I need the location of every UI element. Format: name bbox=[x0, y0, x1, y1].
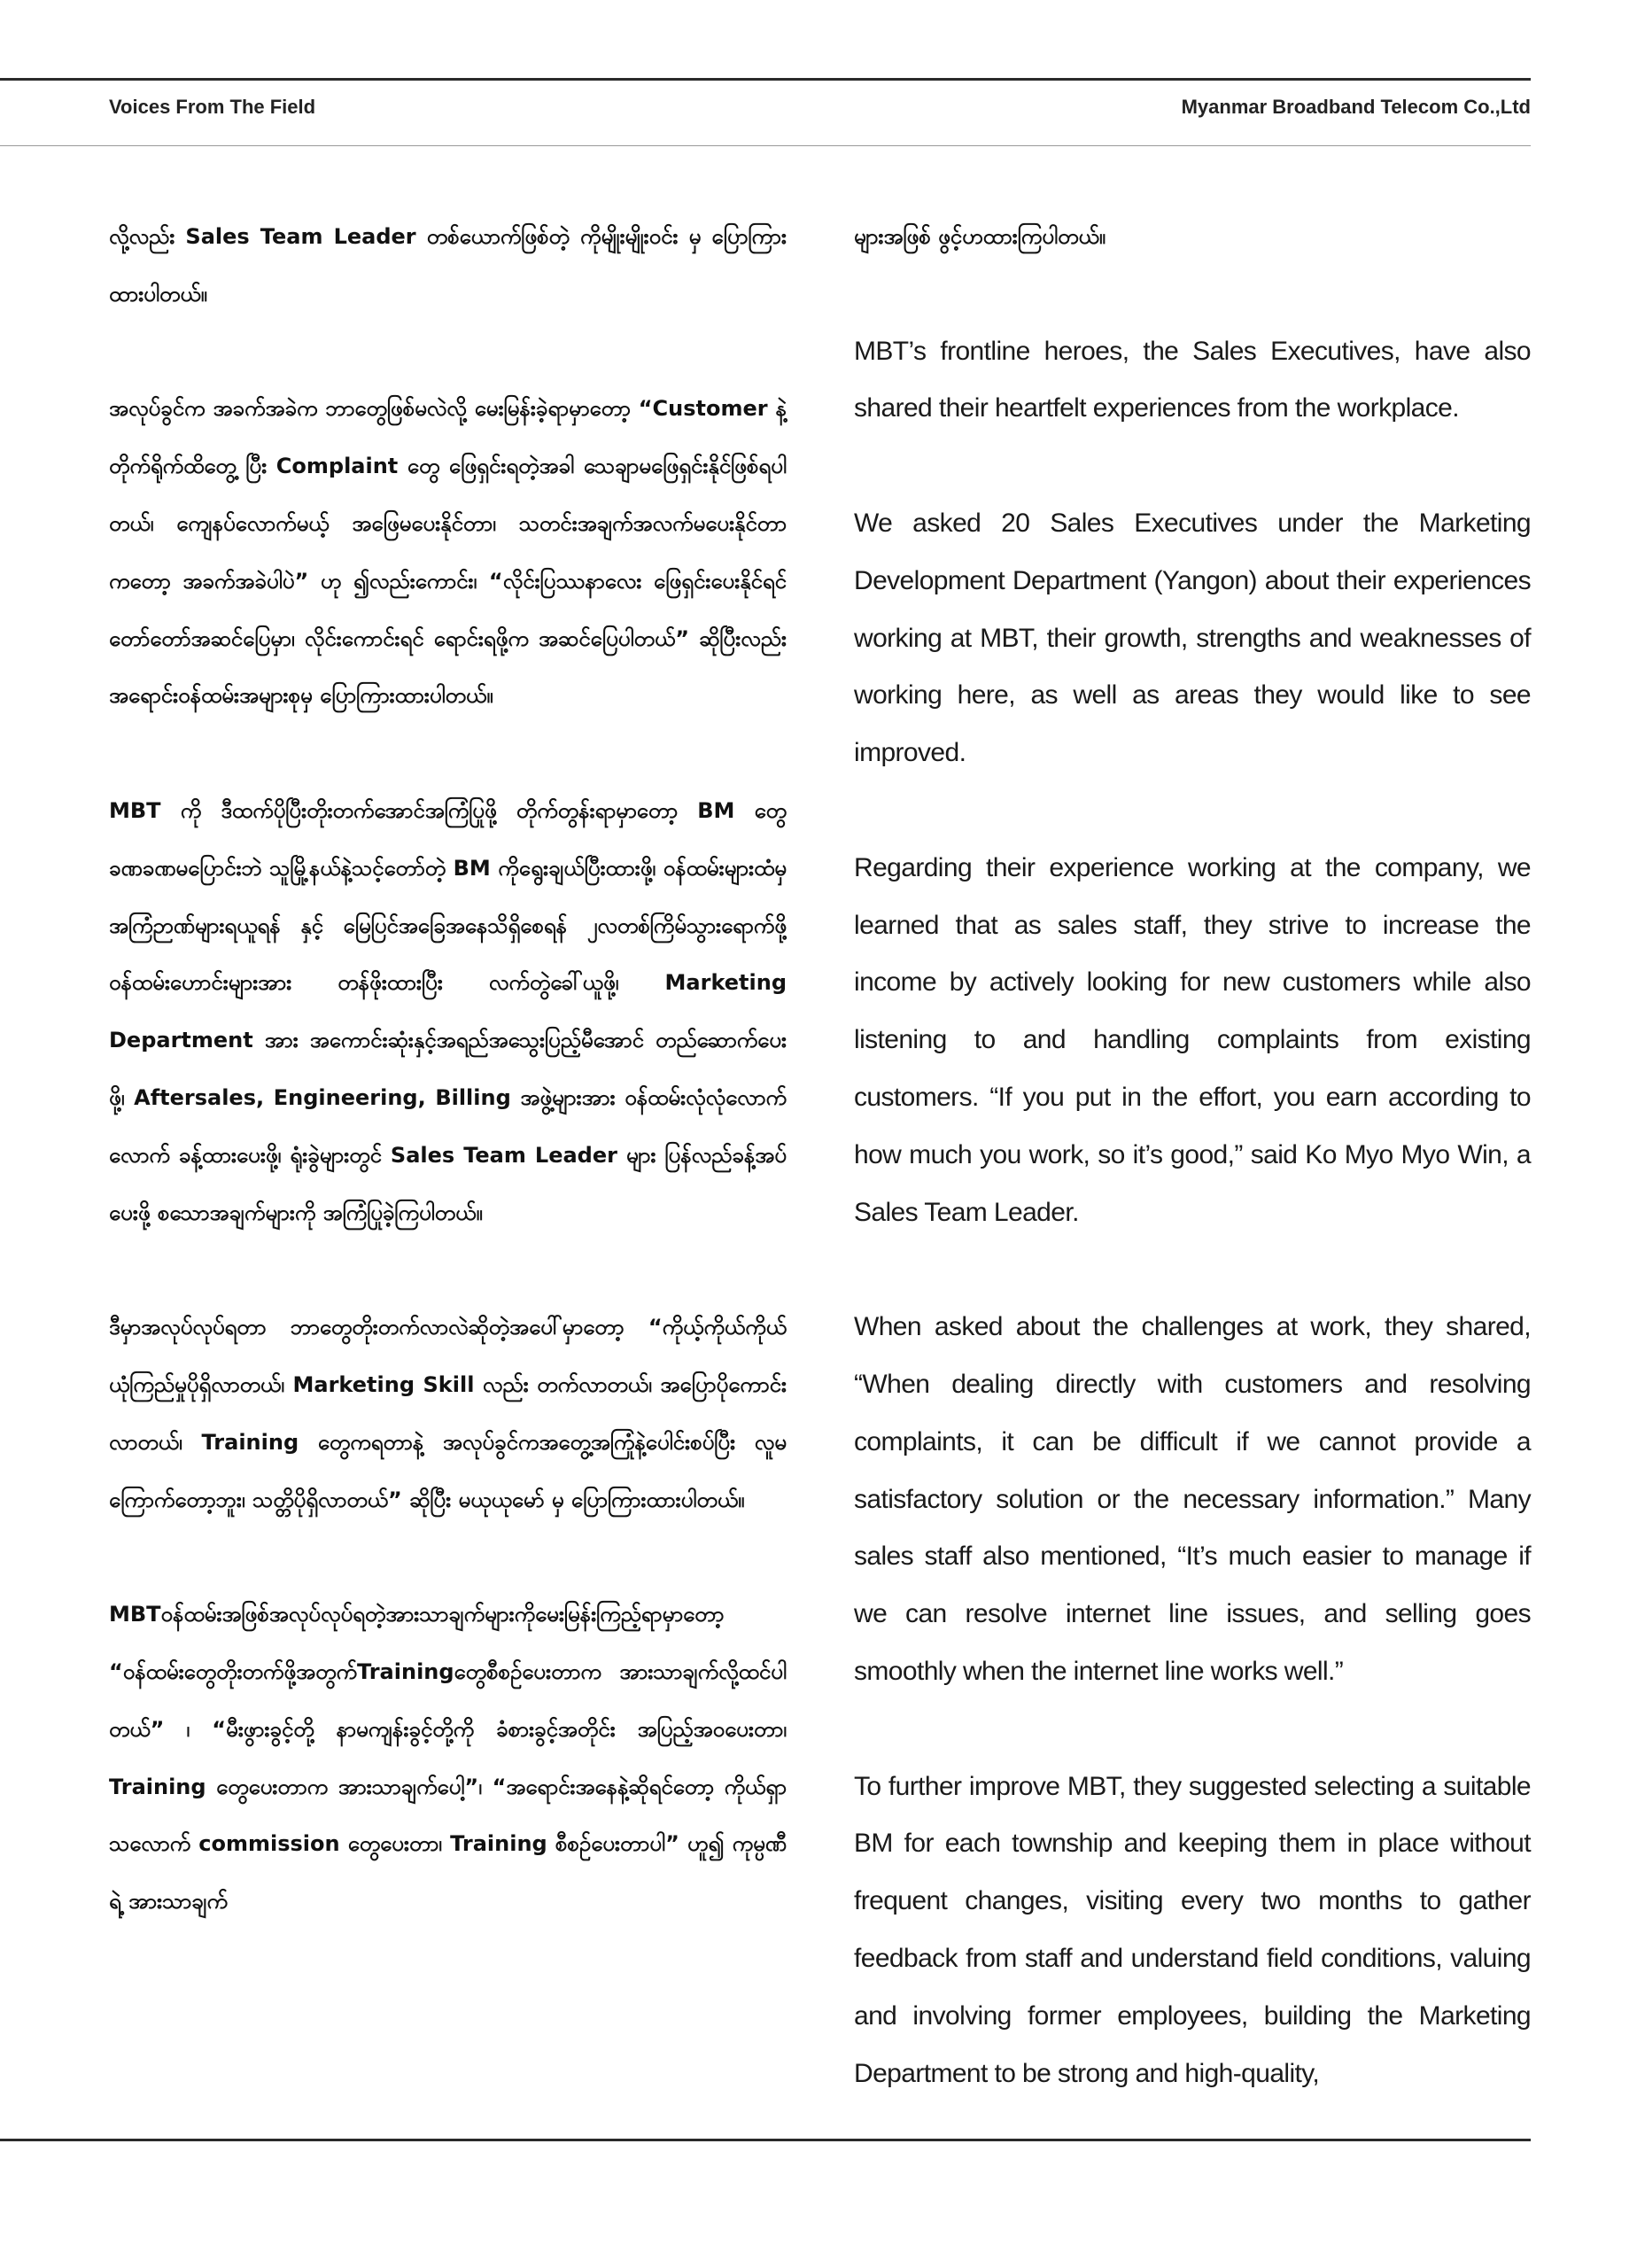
right-column-english bbox=[854, 208, 1531, 2102]
en-paragraph-4: When asked about the challenges at work, they shared, “When dealing directly with customers and resolving complaints, it can be difficult if we cannot provide a satisfactory solution or the necessary information.” Many sales staff also mentioned, “It’s much easier to manage if we can resolve internet line issues, and selling goes smoothly when the internet line works well.” bbox=[854, 1312, 1531, 1686]
mm-paragraph-5: MBTဝန်ထမ်းအဖြစ်အလုပ်လုပ်ရတဲ့အားသာချက်များကိုမေးမြန်းကြည့်ရာမှာတော့ “ဝန်ထမ်းတွေတိုးတက်ဖို့အတွက်Trainingတွေစီစဉ်ပေးတာက အားသာချက်လို့ထင်ပါတယ်” ၊ “မီးဖွားခွင့်တို့ နာမကျန်းခွင့်တို့ကို ခံစားခွင့်အတိုင်း အပြည့်အဝပေးတာ၊ Training တွေပေးတာက အားသာချက်ပေါ့”၊ “အရောင်းအနေနဲ့ဆိုရင်တော့ ကိုယ်ရှာသလောက် commission တွေပေးတာ၊ Training စီစဉ်ပေးတာပါ” ဟူ၍ ကုမ္ပဏီရဲ့ အားသာချက် bbox=[109, 1602, 787, 1915]
footer-rule bbox=[0, 2139, 1531, 2141]
mm-paragraph-3: MBT ကို ဒီထက်ပိုပြီးတိုးတက်အောင်အကြံပြုဖို့ တိုက်တွန်းရာမှာတော့ BM တွေခဏခဏမပြောင်းဘဲ သူမြို့နယ်နဲ့သင့်တော်တဲ့ BM ကိုရွေးချယ်ပြီးထားဖို့၊ ဝန်ထမ်းများထံမှ အကြံဉာဏ်များရယူရန် နှင့် မြေပြင်အခြေအနေသိရှိစေရန် ၂လတစ်ကြိမ်သွားရောက်ဖို့ ဝန်ထမ်းဟောင်းများအား တန်ဖိုးထားပြီး လက်တွဲခေါ်ယူဖို့၊ Marketing Department အား အကောင်းဆုံးနှင့်အရည်အသွေးပြည့်မီအောင် တည်ဆောက်ပေးဖို့၊ Aftersales, Engineering, Billing အဖွဲ့များအား ဝန်ထမ်းလုံလုံလောက်လောက် ခန့်ထားပေးဖို့၊ ရုံးခွဲများတွင် Sales Team Leader များ ပြန်လည်ခန့်အပ်ပေးဖို့ စသောအချက်များကို အကြံပြုခဲ့ကြပါတယ်။ bbox=[109, 797, 787, 1225]
mm-continuation: များအဖြစ် ဖွင့်ဟထားကြပါတယ်။ bbox=[854, 224, 1106, 249]
running-header-title: Voices From The Field bbox=[109, 96, 316, 118]
mm-paragraph-2: အလုပ်ခွင်က အခက်အခဲက ဘာတွေဖြစ်မလဲလို့ မေးမြန်းခဲ့ရာမှာတော့ “Customer နဲ့ တိုက်ရိုက်ထိတွေ့ ပြီး Complaint တွေ ဖြေရှင်းရတဲ့အခါ သေချာမဖြေရှင်းနိုင်ဖြစ်ရပါတယ်၊ ကျေနပ်လောက်မယ့် အဖြေမပေးနိုင်တာ၊ သတင်းအချက်အလက်မပေးနိုင်တာကတော့ အခက်အခဲပါပဲ” ဟု ၍လည်းကောင်း၊ “လိုင်းပြဿနာလေး ဖြေရှင်းပေးနိုင်ရင် တော်တော်အဆင်ပြေမှာ၊ လိုင်းကောင်းရင် ရောင်းရဖို့က အဆင်ပြေပါတယ်” ဆိုပြီးလည်း အရောင်းဝန်ထမ်းအများစုမှ ပြောကြားထားပါတယ်။ bbox=[109, 396, 787, 709]
en-paragraph-1: MBT’s frontline heroes, the Sales Executives, have also shared their heartfelt experiences from the workplace. bbox=[854, 336, 1531, 423]
mm-paragraph-4: ဒီမှာအလုပ်လုပ်ရတာ ဘာတွေတိုးတက်လာလဲဆိုတဲ့အပေါ်မှာတော့ “ကိုယ့်ကိုယ်ကိုယ် ယုံကြည်မှုပိုရှိလာတယ်၊ Marketing Skill လည်း တက်လာတယ်၊ အပြောပိုကောင်းလာတယ်၊ Training တွေကရတာနဲ့ အလုပ်ခွင်ကအတွေ့အကြုံနဲ့ပေါင်းစပ်ပြီး လူမကြောက်တော့ဘူး၊ သတ္တိပိုရှိလာတယ်” ဆိုပြီး မယုယုမော် မှ ပြောကြားထားပါတယ်။ bbox=[109, 1315, 787, 1512]
header-bottom-rule bbox=[0, 145, 1531, 146]
mm-paragraph-1: လို့လည်း Sales Team Leader တစ်ယောက်ဖြစ်တဲ့ ကိုမျိုးမျိုးဝင်း မှ ပြောကြားထားပါတယ်။ bbox=[109, 224, 787, 307]
header-top-rule bbox=[0, 78, 1531, 81]
left-column-burmese bbox=[109, 208, 787, 1930]
running-header-company: Myanmar Broadband Telecom Co.,Ltd bbox=[1181, 96, 1531, 118]
en-paragraph-5: To further improve MBT, they suggested selecting a suitable BM for each township and keeping them in place without frequent changes, visiting every two months to gather feedback from staff and understand field conditions, valuing and involving former employees, building the Marketing Department to be strong and high-quality, bbox=[854, 1771, 1531, 2088]
en-paragraph-2: We asked 20 Sales Executives under the Marketing Development Department (Yangon) about their experiences working at MBT, their growth, strengths and weaknesses of working here, as well as areas they would like to see improved. bbox=[854, 508, 1531, 768]
en-paragraph-3: Regarding their experience working at the company, we learned that as sales staff, they strive to increase the income by actively looking for new customers while also listening to and handling complaints from existing customers. “If you put in the effort, you earn according to how much you work, so it’s good,” said Ko Myo Myo Win, a Sales Team Leader. bbox=[854, 852, 1531, 1227]
